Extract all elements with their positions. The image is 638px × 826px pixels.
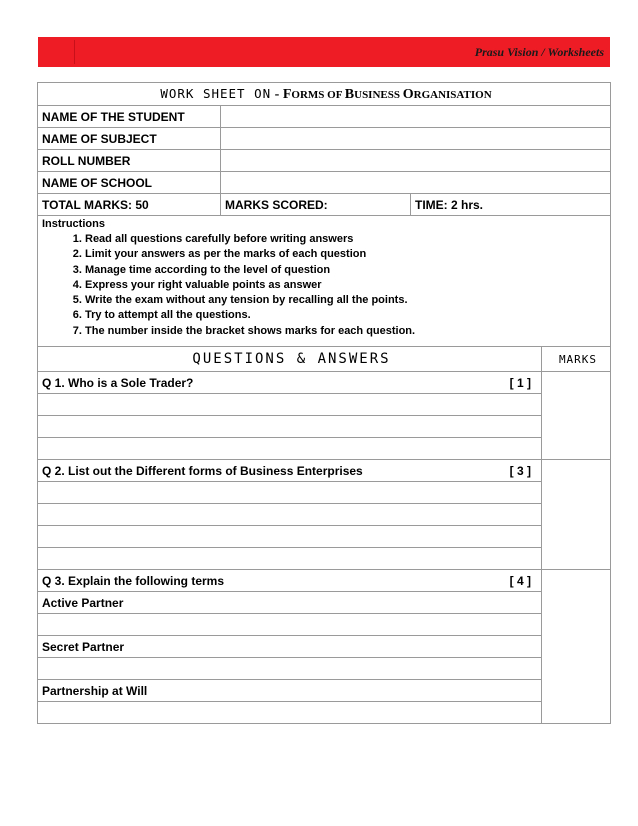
roll-number-field[interactable] [221,150,611,172]
instruction-item: 4. Express your right valuable points as answer [85,278,610,293]
question-2-marks: [ 3 ] [509,463,531,478]
term-secret-partner: Secret Partner [38,636,542,658]
roll-number-label: ROLL NUMBER [38,150,221,172]
question-2-marks-cell[interactable] [542,460,611,570]
answer-line[interactable] [38,614,542,636]
answer-line[interactable] [38,658,542,680]
school-name-field[interactable] [221,172,611,194]
marks-scored[interactable]: MARKS SCORED: [221,194,411,216]
title-prefix: WORK SHEET ON [160,85,272,101]
title-dash: - [271,86,283,102]
instruction-item: 5. Write the exam without any tension by recalling all the points. [85,293,610,308]
brand-label: Prasu Vision / Worksheets [474,45,604,59]
worksheet-table [37,82,611,724]
subject-name-field[interactable] [221,128,611,150]
question-1-marks: [ 1 ] [509,375,531,390]
title-topic: FORMS OF BUSINESS ORGANISATION [282,86,492,102]
answer-line[interactable] [38,482,542,504]
question-3: Q 3. Explain the following terms [ 4 ] [38,570,542,592]
answer-line[interactable] [38,504,542,526]
answer-line[interactable] [38,416,542,438]
term-active-partner: Active Partner [38,592,542,614]
instruction-item: 3. Manage time according to the level of question [85,263,610,278]
term-partnership-at-will: Partnership at Will [38,680,542,702]
question-3-marks-cell[interactable] [542,570,611,724]
marks-heading: MARKS [542,347,611,372]
exam-time: TIME: 2 hrs. [411,194,611,216]
student-name-label: NAME OF THE STUDENT [38,106,221,128]
instruction-item: 2. Limit your answers as per the marks of each question [85,247,610,262]
answer-line[interactable] [38,526,542,548]
header-banner [38,37,610,67]
instruction-item: 7. The number inside the bracket shows marks for each question. [85,324,610,339]
banner-divider [74,40,75,64]
answer-line[interactable] [38,702,542,724]
answer-line[interactable] [38,394,542,416]
question-1: Q 1. Who is a Sole Trader? [ 1 ] [38,372,542,394]
question-3-marks: [ 4 ] [509,573,531,588]
subject-name-label: NAME OF SUBJECT [38,128,221,150]
instructions-block [38,216,611,347]
qa-heading: QUESTIONS & ANSWERS [38,347,542,372]
question-2: Q 2. List out the Different forms of Business Enterprises [ 3 ] [38,460,542,482]
worksheet-title [38,83,611,106]
instructions-list [42,232,610,339]
instruction-item: 1. Read all questions carefully before writing answers [85,232,610,247]
answer-line[interactable] [38,438,542,460]
answer-line[interactable] [38,548,542,570]
student-name-field[interactable] [221,106,611,128]
question-1-marks-cell[interactable] [542,372,611,460]
school-name-label: NAME OF SCHOOL [38,172,221,194]
instruction-item: 6. Try to attempt all the questions. [85,308,610,323]
instructions-heading: Instructions [42,218,105,230]
total-marks: TOTAL MARKS: 50 [38,194,221,216]
